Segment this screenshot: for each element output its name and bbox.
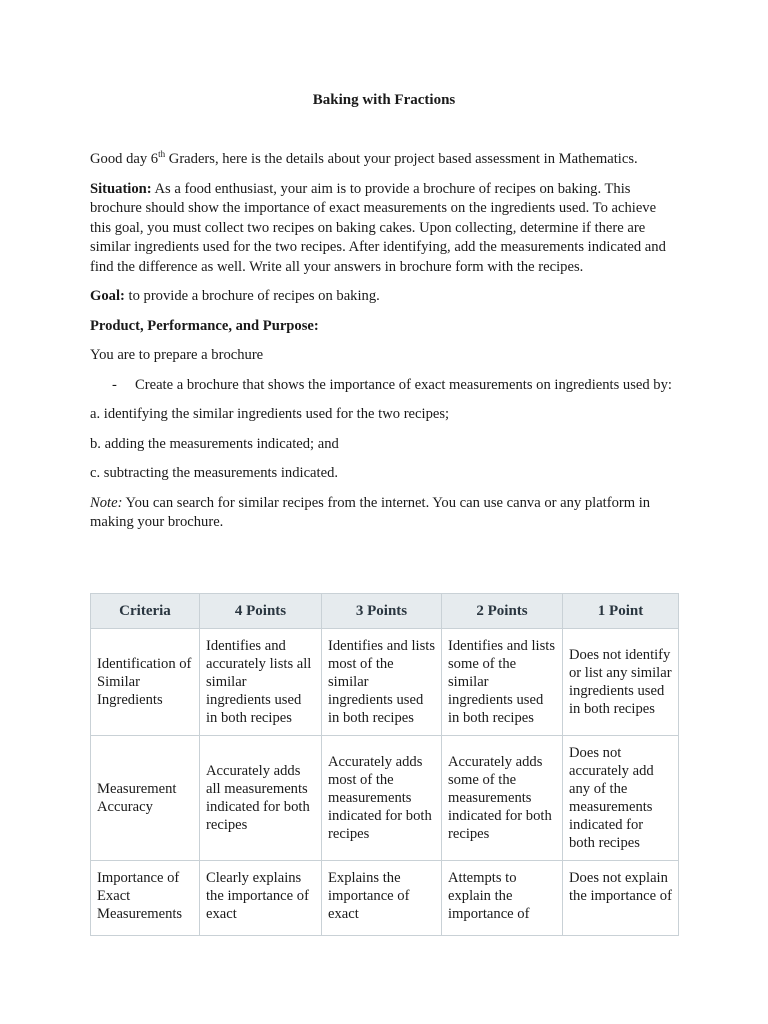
note-paragraph [90,494,680,533]
document-title: Baking with Fractions [312,92,456,108]
points-1-cell: Does not identify or list any similar ingredients used in both recipes [563,629,679,736]
ppp-heading [90,317,680,337]
greeting-paragraph [90,150,680,170]
list-item-c: c. subtracting the measurements indicated. [90,465,339,481]
greeting-superscript: th [158,149,166,160]
points-4-cell: Identifies and accurately lists all similar ingredients used in both recipes [200,629,322,736]
points-3-cell: Identifies and lists most of the similar ingredients used in both recipes [322,629,442,736]
situation-label: Situation: [90,180,152,197]
goal-text: to provide a brochure of recipes on baking. [124,288,380,304]
situation-paragraph [90,180,680,278]
points-3-cell: Accurately adds most of the measurements indicated for both recipes [322,736,442,861]
points-1-cell: Does not explain the importance of [563,861,679,936]
header-1-point: 1 Point [563,594,679,629]
points-4-cell: Clearly explains the importance of exact [200,861,322,936]
greeting-text-start: Good day 6 [90,151,159,167]
points-1-cell: Does not accurately add any of the measurements indicated for both recipes [563,736,679,861]
rubric-table [90,593,679,936]
bullet-text: Create a brochure that shows the importance of exact measurements on ingredients used by: [135,376,672,393]
bullet-dash: - [112,376,117,393]
ppp-heading-text: Product, Performance, and Purpose: [90,317,319,334]
points-3-cell: Explains the importance of exact [322,861,442,936]
rubric-header-row [91,594,679,629]
situation-text: As a food enthusiast, your aim is to provide a brochure of recipes on baking. This brochure should show the importance of exact measurements on the ingredients used. To achieve this goal, you must collect two recipes on baking cakes. Upon collecting, determine if there are similar ingredients used for the two recipes. After identifying, add the measurements indicated and find the difference as well. Write all your answers in brochure form with the recipes. [90,180,666,275]
header-4-points: 4 Points [200,594,322,629]
bullet-item [112,376,680,396]
points-4-cell: Accurately adds all measurements indicated for both recipes [200,736,322,861]
prepare-paragraph: You are to prepare a brochure [90,347,264,363]
points-2-cell: Identifies and lists some of the similar ingredients used in both recipes [442,629,563,736]
criteria-cell: Identification of Similar Ingredients [91,629,200,736]
list-item-b: b. adding the measurements indicated; and [90,435,339,452]
points-2-cell: Accurately adds some of the measurements indicated for both recipes [442,736,563,861]
table-row [91,861,679,936]
header-2-points: 2 Points [442,594,563,629]
table-row [91,629,679,736]
criteria-cell: Measurement Accuracy [91,736,200,861]
greeting-text-end: Graders, here is the details about your project based assessment in Mathematics. [165,151,638,167]
document-body [90,150,680,543]
table-row [91,736,679,861]
points-2-cell: Attempts to explain the importance of [442,861,563,936]
header-3-points: 3 Points [322,594,442,629]
criteria-cell: Importance of Exact Measurements [91,861,200,936]
note-text: You can search for similar recipes from the internet. You can use canva or any platform in making your brochure. [90,494,651,530]
list-item-a: a. identifying the similar ingredients used for the two recipes; [90,406,450,422]
goal-paragraph [90,287,680,307]
note-label: Note: [90,494,123,511]
goal-label: Goal: [90,288,125,304]
header-criteria: Criteria [91,594,200,629]
